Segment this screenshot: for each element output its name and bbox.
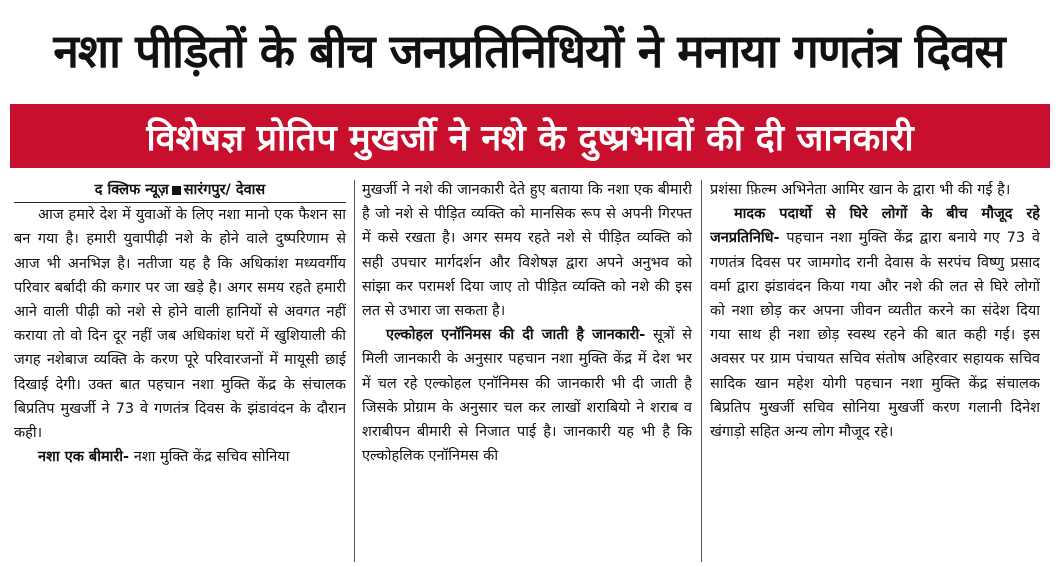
subheading: मादक पदार्थो से घिरे लोगों के बीच मौजूद रहे जनप्रतिनिधि-: [710, 206, 1040, 247]
dateline-source: द क्लिफ न्यूज़: [94, 182, 169, 198]
paragraph: प्रशंसा फ़िल्म अभिनेता आमिर खान के द्वारा भी की गई है।: [710, 182, 1011, 198]
paragraph: [362, 323, 692, 468]
paragraph-text: नशा मुक्ति केंद्र सचिव सोनिया: [129, 449, 290, 466]
subheadline: विशेषज्ञ प्रोतिप मुखर्जी ने नशे के दुष्प्रभावों की दी जानकारी: [146, 117, 914, 159]
headline: नशा पीड़ितों के बीच जनप्रतिनिधियों ने मनाया गणतंत्र दिवस: [53, 24, 1005, 78]
paragraph: [710, 202, 1040, 444]
subheadline-banner: [10, 104, 1050, 168]
paragraph: मुखर्जी ने नशे की जानकारी देते हुए बताया कि नशा एक बीमारी है जो नशे से पीड़ित व्यक्ति को मानसिक रूप से अपनी गिरफ्त में कसे रखता है। अगर समय रहते नशे से पीड़ित व्यक्ति को सही उपचार मार्गदर्शन और विशेषज्ञ द्वारा अपने अनुभव को सांझा कर परामर्श दिया जाए तो पीड़ित व्यक्ति को नशे की इस लत से उभारा जा सकता है।: [362, 182, 692, 320]
article-column-2: [362, 178, 692, 563]
subheading: नशा एक बीमारी-: [38, 449, 130, 466]
square-bullet-icon: [172, 186, 181, 195]
paragraph-text: पहचान नशा मुक्ति केंद्र द्वारा बनाये गए 73 वे गणतंत्र दिवस पर जामगोद रानी देवास के सरपंच विष्णु प्रसाद वर्मा द्वारा झंडावंदन किया गया और नशे की लत से घिरे लोगों को नशा छोड़ कर अपना जीवन व्यतीत करने का संदेश दिया गया साथ ही नशा छोड़ स्वस्थ रहने की बात कही गई। इस अवसर पर ग्राम पंचायत सचिव संतोष अहिरवार सहायक सचिव सादिक खान महेश योगी पहचान नशा मुक्ति केंद्र संचालक बिप्रतिप मुखर्जी सचिव सोनिया मुखर्जी करण गलानी दिनेश खंगाड़ो सहित अन्य लोग मौजूद रहे।: [710, 230, 1040, 441]
paragraph: [14, 445, 346, 469]
column-divider: [701, 180, 702, 562]
paragraph: आज हमारे देश में युवाओं के लिए नशा मानो एक फैशन सा बन गया है। हमारी युवापीढ़ी नशे के होने वाले दुष्परिणाम से आज भी अनभिज्ञ है। नतीजा यह है कि अधिकांश मध्यवर्गीय परिवार बर्बादी की कगार पर जा खड़े है। अगर समय रहते हमारी आने वाली पीढ़ी को नशे से होने वाली हानियों से अवगत नहीं कराया तो वो दिन दूर नहीं जब अधिकांश घरों में खुशियाली की जगह नशेबाज व्यक्ति के करण पूरे परिवारजनों में मायूसी छाई दिखाई देगी। उक्त बात पहचान नशा मुक्ति केंद्र के संचालक बिप्रतिप मुखर्जी ने 73 वे गणतंत्र दिवस के झंडावंदन के दौरान कही।: [14, 207, 346, 442]
dateline: [14, 178, 346, 203]
column-divider: [354, 180, 355, 562]
subheading: एल्कोहल एनॉनिमस की दी जाती है जानकारी-: [386, 327, 646, 344]
article-column-1: [14, 178, 346, 563]
dateline-location: सारंगपुर/ देवास: [183, 182, 266, 198]
article-column-3: [710, 178, 1040, 563]
paragraph-text: सूत्रों से मिली जानकारी के अनुसार पहचान नशा मुक्ति केंद्र में देश भर में चल रहे एल्कोहल एनॉनिमस की जानकारी भी दी जाती है जिसके प्रोग्राम के अनुसार चल कर लाखों शराबियो ने शराब व शराबीपन बीमारी से निजात पाई है। जानकारी यह भी है कि एल्कोहलिक एनॉनिमस की: [362, 327, 692, 465]
